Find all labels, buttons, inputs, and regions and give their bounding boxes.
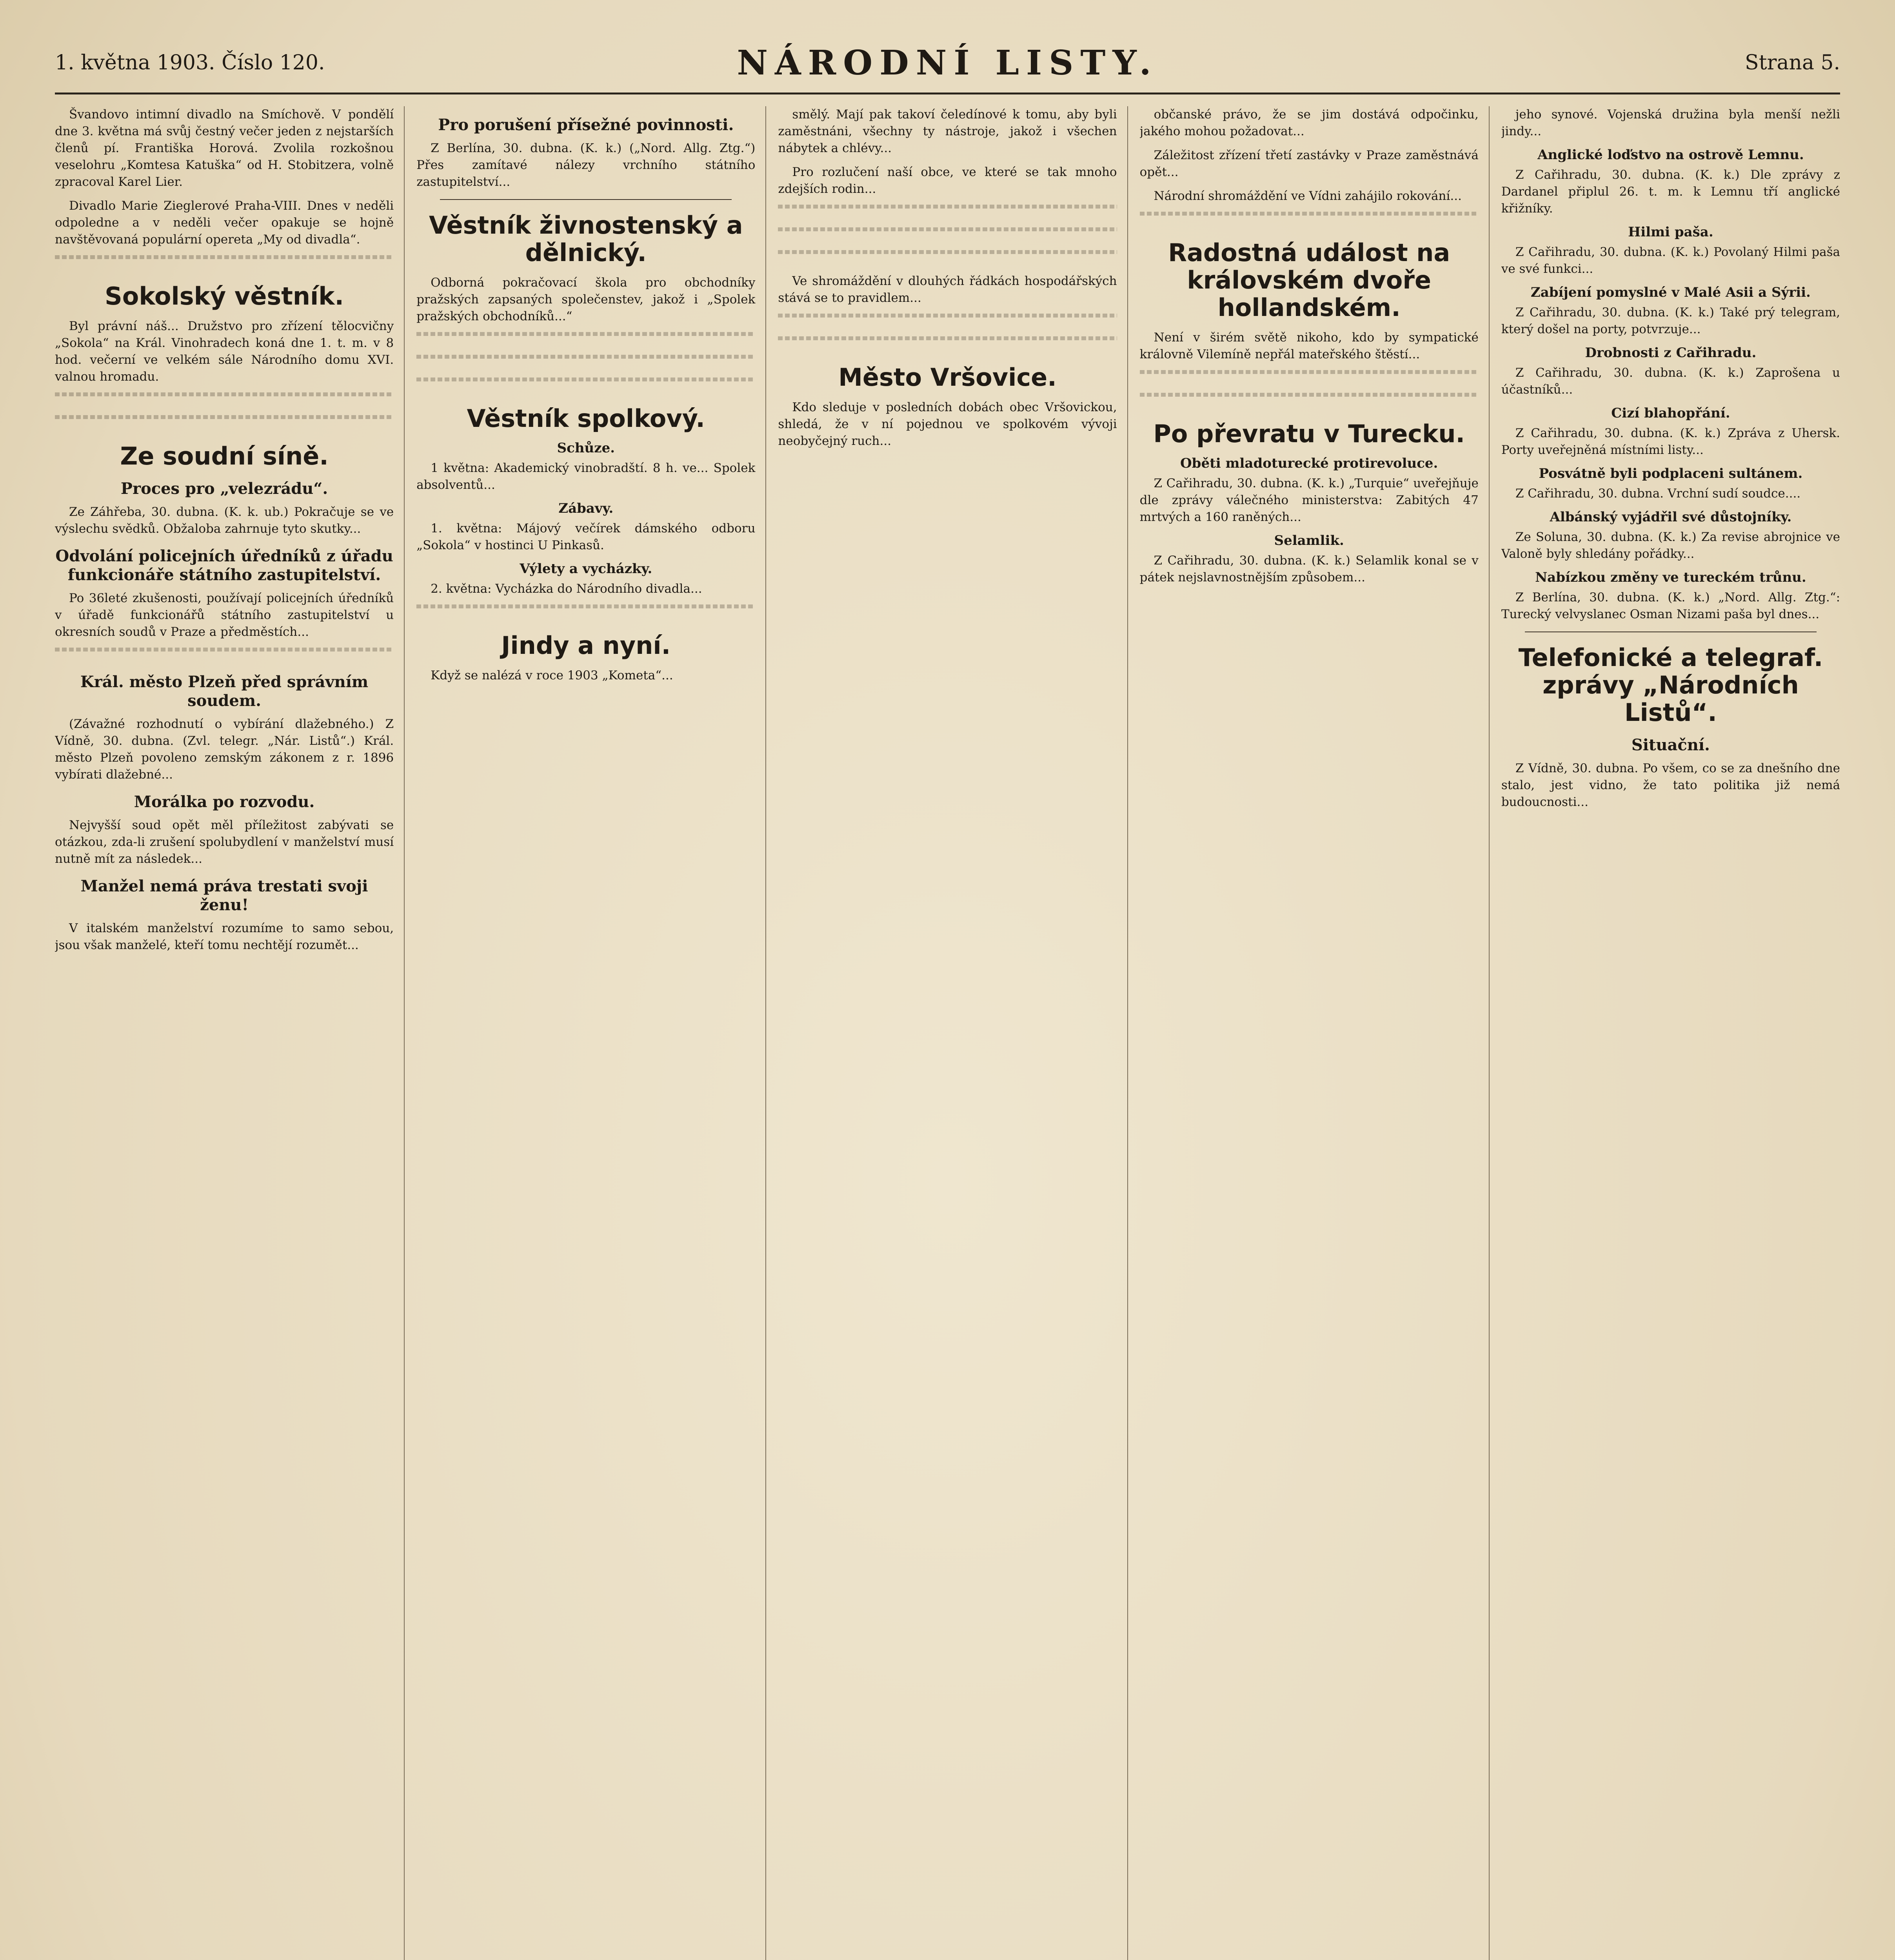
article-paragraph: Z Cařihradu, 30. dubna. (K. k.) Selamlik konal se v pátek nejslavnostnějším způsobem... — [1139, 554, 1479, 584]
column-2 — [416, 106, 766, 1960]
article-heading: Pro porušení přísežné povinnosti. — [438, 116, 734, 134]
subsection-heading: Posvátně byli podplaceni sultánem. — [1539, 466, 1803, 481]
article-paragraph: Není v širém světě nikoho, kdo by sympatické královně Vilemíně nepřál mateřského štěstí... — [1139, 330, 1479, 361]
section-heading: Telefonické a telegraf. zprávy „Národních Listů“. — [1518, 643, 1823, 727]
subsection-heading: Anglické loďstvo na ostrově Lemnu. — [1537, 147, 1804, 163]
article-heading: Proces pro „velezrádu“. — [120, 479, 328, 498]
article-paragraph: V italském manželství rozumíme to samo sebou, jsou však manželé, kteří tomu nechtějí rozumět... — [55, 921, 394, 952]
article-paragraph: jeho synové. Vojenská družina byla menší nežli jindy... — [1501, 107, 1840, 138]
section-heading: Město Vršovice. — [838, 363, 1057, 392]
article-paragraph: Po 36leté zkušenosti, používají policejních úředníků v úřadě funkcionářů státního zastupitelství u okresních soudů v Praze a předměstích... — [55, 591, 394, 639]
subsection-heading: Albánský vyjádřil své důstojníky. — [1550, 509, 1792, 525]
article-paragraph: 2. května: Vycházka do Národního divadla... — [431, 582, 702, 596]
article-paragraph: Z Cařihradu, 30. dubna. (K. k.) Zaprošena u účastníků... — [1501, 366, 1840, 397]
article-paragraph: Z Cařihradu, 30. dubna. (K. k.) „Turquie“ uveřejňuje dle zprávy válečného ministerstva: Zabitých 47 mrtvých a 160 raněných... — [1139, 476, 1479, 524]
text-placeholder — [416, 355, 755, 370]
subsection-heading: Nabízkou změny ve tureckém trůnu. — [1535, 570, 1806, 585]
article-paragraph: Byl právní náš... Družstvo pro zřízení tělocvičny „Sokola“ na Král. Vinohradech koná dne 1. t. m. v 8 hod. večerní ve velkém sále Národního domu XVI. valnou hromadu. — [55, 319, 394, 384]
issue-date: 1. května 1903. Číslo 120. — [55, 51, 325, 74]
article-paragraph: Ve shromáždění v dlouhých řádkách hospodářských stává se to pravidlem... — [778, 274, 1117, 305]
column-3 — [778, 106, 1128, 1960]
subsection-heading: Schůze. — [557, 440, 615, 456]
text-placeholder — [1140, 393, 1479, 408]
article-paragraph: Z Cařihradu, 30. dubna. (K. k.) Také prý telegram, který došel na porty, potvrzuje... — [1501, 305, 1840, 336]
subsection-heading: Zábavy. — [558, 501, 614, 516]
subsection-heading: Oběti mladoturecké protirevoluce. — [1180, 456, 1438, 471]
subsection-heading: Zabíjení pomyslné v Malé Asii a Sýrii. — [1530, 285, 1811, 300]
text-placeholder — [778, 336, 1117, 352]
article-paragraph: (Závažné rozhodnutí o vybírání dlažebného.) Z Vídně, 30. dubna. (Zvl. telegr. „Nár. Listů“.) Král. město Plzeň povoleno zemským zákonem z r. 1896 vybírati dlažebné... — [55, 717, 394, 782]
article-paragraph: Národní shromáždění ve Vídni zahájilo rokování... — [1154, 189, 1462, 203]
article-paragraph: Z Vídně, 30. dubna. Po všem, co se za dnešního dne stalo, jest vidno, že tato politika již nemá budoucnosti... — [1501, 761, 1840, 809]
column-1 — [55, 106, 405, 1960]
subsection-heading: Hilmi paša. — [1628, 224, 1713, 240]
article-paragraph: Z Cařihradu, 30. dubna. (K. k.) Dle zprávy z Dardanel připlul 26. t. m. k Lemnu tří anglické křižníky. — [1501, 168, 1840, 216]
article-paragraph: Záležitost zřízení třetí zastávky v Praze zaměstnává opět... — [1139, 148, 1479, 179]
section-heading: Věstník živnostenský a dělnický. — [429, 211, 743, 267]
text-placeholder — [55, 648, 394, 663]
subsection-heading: Cizí blahopřání. — [1611, 405, 1730, 421]
text-placeholder — [778, 205, 1117, 220]
article-paragraph: smělý. Mají pak takoví čeledínové k tomu, aby byli zaměstnáni, všechny ty nástroje, jakož i všechen nábytek a chlévy... — [778, 107, 1117, 155]
article-paragraph: Nejvyšší soud opět měl příležitost zabývati se otázkou, zda-li zrušení spolubydlení v manželství musí nutně mít za následek... — [55, 818, 394, 866]
article-paragraph: Z Cařihradu, 30. dubna. (K. k.) Zpráva z Uhersk. Porty uveřejněná místními listy... — [1501, 426, 1840, 457]
article-paragraph: Ze Záhřeba, 30. dubna. (K. k. ub.) Pokračuje se ve výslechu svědků. Obžaloba zahrnuje tyto skutky... — [55, 505, 394, 536]
article-heading: Situační. — [1631, 736, 1710, 754]
text-placeholder — [1140, 370, 1479, 386]
article-paragraph: 1 května: Akademický vinobradští. 8 h. ve... Spolek absolventů... — [416, 461, 756, 492]
subsection-heading: Drobnosti z Cařihradu. — [1585, 345, 1757, 361]
newspaper-title: NÁRODNÍ LISTY. — [737, 43, 1158, 83]
article-paragraph: Ze Soluna, 30. dubna. (K. k.) Za revise abrojnice ve Valoně byly shledány pořádky... — [1501, 530, 1840, 561]
article-paragraph: 1. května: Májový večírek dámského odboru „Sokola“ v hostinci U Pinkasů. — [416, 521, 756, 552]
article-paragraph: občanské právo, že se jim dostává odpočinku, jakého mohou požadovat... — [1139, 107, 1479, 138]
text-placeholder — [416, 377, 755, 393]
article-heading: Manžel nemá práva trestati svoji ženu! — [80, 877, 368, 914]
columns — [55, 106, 1840, 1960]
text-placeholder — [55, 255, 394, 271]
page-number: Strana 5. — [1744, 51, 1840, 74]
text-placeholder — [1140, 212, 1479, 227]
section-heading: Po převratu v Turecku. — [1153, 419, 1465, 448]
article-paragraph: Pro rozlučení naší obce, ve které se tak mnoho zdejších rodin... — [778, 165, 1117, 196]
section-heading: Věstník spolkový. — [467, 404, 705, 433]
article-paragraph: Divadlo Marie Zieglerové Praha-VIII. Dnes v neděli odpoledne a v neděli večer opakuje se hojně navštěvovaná populární opereta „My od divadla“. — [55, 199, 394, 247]
article-paragraph: Z Cařihradu, 30. dubna. (K. k.) Povolaný Hilmi paša ve své funkci... — [1501, 245, 1840, 276]
text-placeholder — [778, 227, 1117, 243]
section-heading: Jindy a nyní. — [501, 631, 671, 660]
article-paragraph: Z Cařihradu, 30. dubna. Vrchní sudí soudce.... — [1515, 486, 1801, 501]
article-paragraph: Odborná pokračovací škola pro obchodníky pražských zapsaných společenstev, jakož i „Spolek pražských obchodníků...“ — [416, 276, 756, 323]
text-placeholder — [416, 604, 755, 620]
section-heading: Sokolský věstník. — [105, 282, 344, 310]
article-paragraph: Švandovo intimní divadlo na Smíchově. V pondělí dne 3. května má svůj čestný večer jeden z nejstarších členů pí. Františka Horová. Zvolila rozkošnou veselohru „Komtesa Katuška“ od H. Stobitzera, volně zpracoval Karel Lier. — [55, 107, 394, 189]
article-paragraph: Kdo sleduje v posledních dobách obec Vršovickou, shledá, že v ní pojednou ve spolkovém vývoji neobyčejný ruch... — [778, 400, 1117, 448]
article-heading: Morálka po rozvodu. — [134, 793, 315, 811]
text-placeholder — [55, 415, 394, 431]
article-paragraph: Z Berlína, 30. dubna. (K. k.) („Nord. Allg. Ztg.“) Přes zamítavé nálezy vrchního státního zastupitelství... — [416, 141, 756, 189]
section-heading: Ze soudní síně. — [120, 442, 329, 470]
article-heading: Odvolání policejních úředníků z úřadu funkcionáře státního zastupitelství. — [55, 547, 393, 584]
text-placeholder — [55, 392, 394, 408]
divider — [440, 199, 732, 200]
subsection-heading: Výlety a vycházky. — [520, 561, 652, 577]
column-4 — [1140, 106, 1490, 1960]
text-placeholder — [778, 250, 1117, 266]
section-heading: Radostná událost na královském dvoře hollandském. — [1168, 238, 1450, 322]
article-heading: Král. město Plzeň před správním soudem. — [80, 673, 369, 710]
subsection-heading: Selamlik. — [1274, 533, 1344, 548]
article-paragraph: Z Berlína, 30. dubna. (K. k.) „Nord. Allg. Ztg.“: Turecký velvyslanec Osman Nizami paša byl dnes... — [1501, 590, 1840, 621]
text-placeholder — [778, 314, 1117, 329]
text-placeholder — [416, 332, 755, 348]
article-paragraph: Když se nalézá v roce 1903 „Kometa“... — [431, 668, 673, 682]
column-5 — [1501, 106, 1840, 1960]
masthead — [55, 43, 1840, 94]
